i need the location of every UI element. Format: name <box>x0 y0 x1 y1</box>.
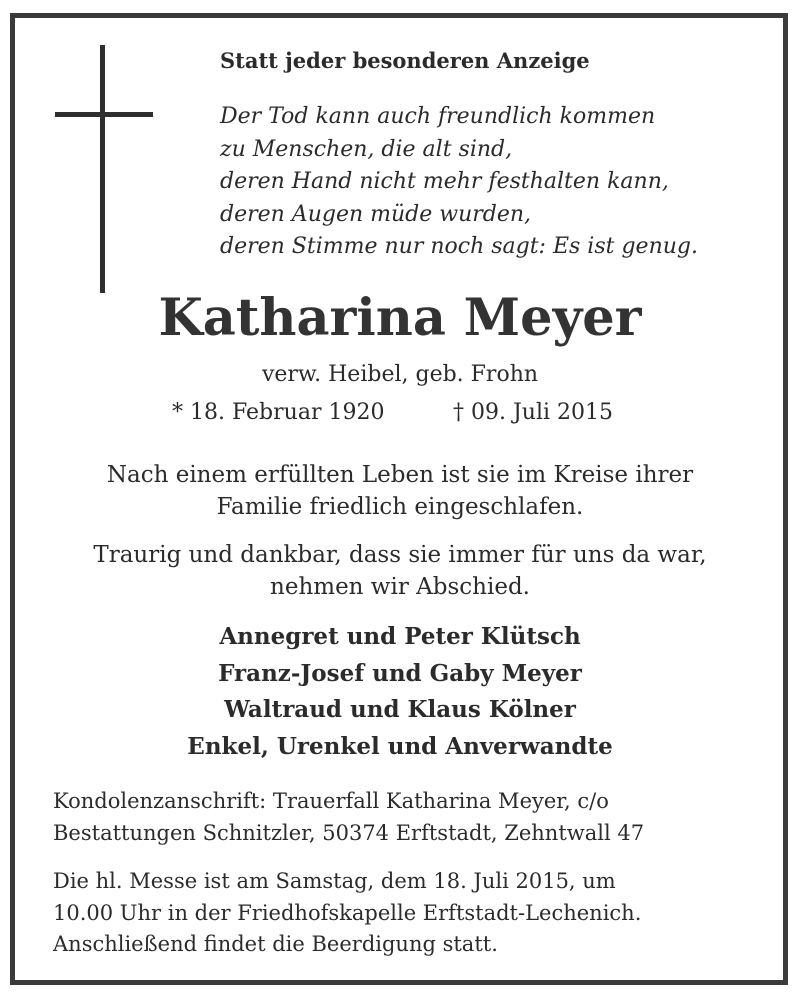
death-date: † 09. Juli 2015 <box>453 400 614 425</box>
paragraph-peaceful <box>0 459 800 523</box>
service-line: Die hl. Messe ist am Samstag, dem 18. Juli 2015, um <box>53 869 616 893</box>
poem-line: deren Stimme nur noch sagt: Es ist genug. <box>220 234 698 259</box>
family-member: Annegret und Peter Klütsch <box>219 623 581 650</box>
service-info <box>53 866 641 961</box>
cross-icon <box>100 45 105 293</box>
service-line: Anschließend findet die Beerdigung statt. <box>53 932 498 956</box>
family-member: Enkel, Urenkel und Anverwandte <box>187 732 613 760</box>
poem-line: deren Hand nicht mehr festhalten kann, <box>220 169 669 194</box>
service-line: 10.00 Uhr in der Friedhofskapelle Erftstadt-Lechenich. <box>53 900 642 925</box>
condolence-line: Kondolenzanschrift: Trauerfall Katharina Meyer, c/o <box>53 789 609 813</box>
family-list <box>0 619 800 765</box>
family-member: Waltraud und Klaus Kölner <box>224 696 576 723</box>
maiden-name: verw. Heibel, geb. Frohn <box>261 362 539 387</box>
poem-line: deren Augen müde wurden, <box>220 201 532 227</box>
paragraph-line: Nach einem erfüllten Leben ist sie im Kreise ihrer <box>106 462 694 488</box>
condolence-line: Bestattungen Schnitzler, 50374 Erftstadt, Zehntwall 47 <box>53 820 645 845</box>
paragraph-line: Traurig und dankbar, dass sie immer für uns da war, <box>93 542 707 568</box>
condolence-address <box>53 786 644 849</box>
cross-icon-bar <box>55 112 153 117</box>
paragraph-farewell <box>0 539 800 603</box>
paragraph-line: Familie friedlich eingeschlafen. <box>216 494 584 520</box>
poem-line: Der Tod kann auch freundlich kommen <box>220 104 656 129</box>
notice-header: Statt jeder besonderen Anzeige <box>220 48 590 73</box>
family-member: Franz-Josef und Gaby Meyer <box>218 659 582 687</box>
paragraph-line: nehmen wir Abschied. <box>270 574 530 600</box>
poem-line: zu Menschen, die alt sind, <box>220 136 513 162</box>
poem <box>220 101 698 264</box>
birth-date: * 18. Februar 1920 <box>172 400 385 425</box>
deceased-name: Katharina Meyer <box>158 288 642 348</box>
